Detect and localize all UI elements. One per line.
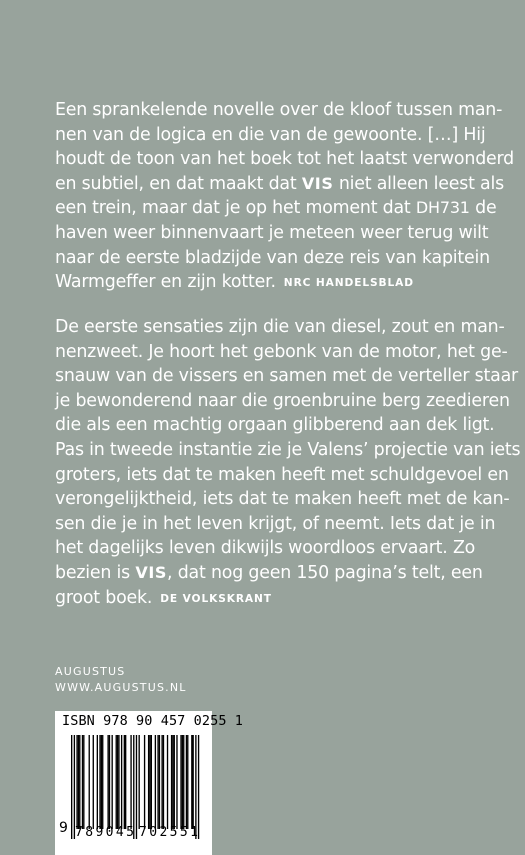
barcode-bar bbox=[176, 735, 177, 829]
barcode-bar bbox=[82, 735, 83, 829]
barcode-bar bbox=[107, 735, 108, 829]
barcode-bar bbox=[112, 735, 113, 829]
review-line: die als een machtig orgaan glibberend aan dek ligt. bbox=[55, 415, 495, 436]
barcode-bar bbox=[89, 735, 90, 829]
isbn-label: ISBN 978 90 457 0255 1 bbox=[62, 713, 244, 729]
barcode-bar bbox=[76, 735, 77, 829]
review-nrc bbox=[55, 98, 515, 296]
ean-first-digit: 9 bbox=[59, 820, 68, 836]
barcode-bar bbox=[180, 735, 181, 829]
barcode-bar bbox=[172, 735, 173, 829]
review-text: de bbox=[469, 198, 497, 219]
publisher-url: WWW.AUGUSTUS.NL bbox=[55, 680, 187, 694]
review-text: groot boek. bbox=[55, 587, 153, 608]
review-line: De eerste sensaties zijn die van diesel, zout en man- bbox=[55, 317, 505, 337]
barcode-bar bbox=[97, 735, 98, 829]
barcode-bar bbox=[149, 735, 150, 829]
review-line: haven weer binnenvaart je meteen weer terug wilt bbox=[55, 222, 489, 243]
review-text: , dat nog geen 150 pagina’s telt, een bbox=[167, 562, 483, 583]
barcode-bar bbox=[78, 735, 79, 829]
review-text: niet alleen leest als bbox=[333, 173, 504, 194]
review-line: naar de eerste bladzijde van deze reis van kapitein bbox=[55, 247, 491, 268]
barcode-guard-bar bbox=[74, 735, 75, 839]
review-line: Een sprankelende novelle over de kloof tussen man- bbox=[55, 100, 503, 120]
review-line: je bewonderend naar die groenbruine berg zeedieren bbox=[55, 390, 510, 411]
review-source: DE VOLKSKRANT bbox=[160, 592, 272, 605]
barcode-bar bbox=[79, 735, 80, 829]
barcode-bar bbox=[93, 735, 94, 829]
book-title-inline: VIS bbox=[301, 173, 334, 193]
barcode-bar bbox=[118, 735, 119, 829]
barcode-guard-bar bbox=[133, 735, 134, 839]
barcode-bar bbox=[144, 735, 145, 829]
publisher-name: AUGUSTUS bbox=[55, 665, 126, 678]
review-line: sen die je in het leven krijgt, of neemt. Iets dat je in bbox=[55, 513, 496, 534]
review-source: NRC HANDELSBLAD bbox=[283, 277, 414, 290]
barcode-bar bbox=[109, 735, 110, 829]
barcode-guard-bar bbox=[195, 735, 196, 839]
review-line: het dagelijks leven dikwijls woordloos ervaart. Zo bbox=[55, 538, 476, 559]
review-line: nen van de logica en die van de gewoonte. […] Hij bbox=[55, 124, 486, 145]
review-line bbox=[55, 270, 495, 296]
barcode-bar bbox=[182, 735, 183, 829]
barcode-bar bbox=[163, 735, 164, 829]
barcode-bar bbox=[157, 735, 158, 829]
barcode-bar bbox=[101, 735, 102, 829]
review-line: snauw van de vissers en samen met de verteller staar bbox=[55, 366, 519, 387]
isbn-barcode bbox=[55, 711, 244, 855]
barcode-bar bbox=[155, 735, 156, 829]
review-text: en subtiel, en dat maakt dat bbox=[55, 173, 302, 194]
barcode-bar bbox=[83, 735, 84, 829]
review-line bbox=[55, 586, 495, 612]
review-text: bezien is bbox=[55, 562, 136, 583]
review-line: nenzweet. Je hoort het gebonk van de motor, het ge- bbox=[55, 341, 508, 362]
review-volkskrant bbox=[55, 315, 521, 611]
barcode-bar bbox=[148, 735, 149, 829]
barcode-guard-bar bbox=[198, 735, 199, 839]
barcode-bar bbox=[161, 735, 162, 829]
barcode-guard-bar bbox=[136, 735, 137, 839]
barcode-bar bbox=[139, 735, 140, 829]
ean-right-digits: 702551 bbox=[139, 825, 201, 840]
barcode-bar bbox=[186, 735, 187, 829]
barcode-bar bbox=[193, 735, 194, 829]
book-title-inline: VIS bbox=[135, 562, 168, 582]
review-text: Warmgeffer en zijn kotter. bbox=[55, 272, 276, 293]
barcode-bar bbox=[159, 735, 160, 829]
ship-code: DH731 bbox=[415, 198, 470, 218]
barcode-bar bbox=[174, 735, 175, 829]
review-line bbox=[55, 196, 495, 221]
barcode-bar bbox=[116, 735, 117, 829]
barcode-bar bbox=[117, 735, 118, 829]
barcode-bar bbox=[187, 735, 188, 829]
barcode-bar bbox=[99, 735, 100, 829]
barcode-bar bbox=[124, 735, 125, 829]
review-line bbox=[55, 561, 495, 586]
barcode-bar bbox=[125, 735, 126, 829]
barcode-bars bbox=[55, 711, 244, 855]
barcode-bar bbox=[102, 735, 103, 829]
barcode-bar bbox=[130, 735, 131, 829]
barcode-bar bbox=[183, 735, 184, 829]
barcode-bar bbox=[151, 735, 152, 829]
barcode-guard-bar bbox=[71, 735, 72, 839]
barcode-bar bbox=[167, 735, 168, 829]
barcode-bar bbox=[121, 735, 122, 829]
ean-left-digits: 789045 bbox=[75, 825, 137, 840]
publisher-info bbox=[55, 664, 187, 695]
review-line: houdt de toon van het boek tot het laatst verwonderd bbox=[55, 149, 515, 170]
barcode-bar bbox=[191, 735, 192, 829]
review-line bbox=[55, 172, 504, 197]
barcode-bar bbox=[171, 735, 172, 829]
review-line: verongelijktheid, iets dat te maken heeft met de kan- bbox=[55, 489, 510, 510]
review-text: een trein, maar dat je op het moment dat bbox=[55, 198, 416, 219]
review-line: groters, iets dat te maken heeft met schuldgevoel en bbox=[55, 464, 509, 485]
review-line: Pas in tweede instantie zie je Valens’ projectie van iets bbox=[55, 439, 521, 460]
